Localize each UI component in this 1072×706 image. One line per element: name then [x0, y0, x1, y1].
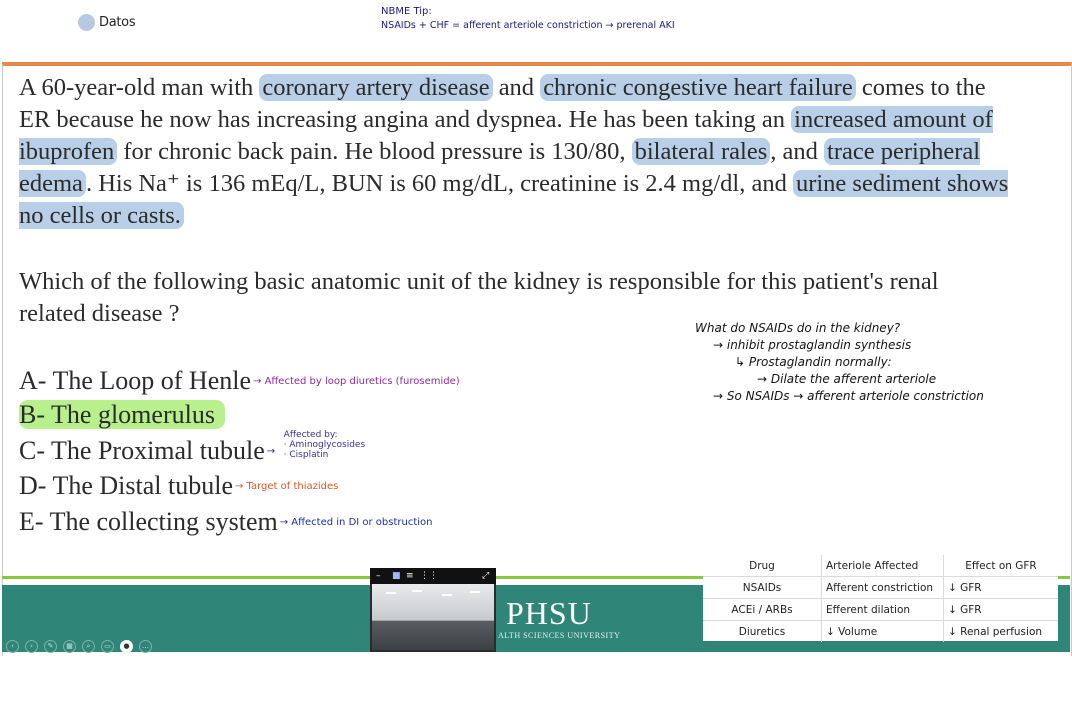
tip-title: NBME Tip:: [381, 6, 432, 17]
highlight-ibuprofen: increased amount of ibuprofen: [19, 106, 993, 165]
slide-controls: [6, 640, 152, 653]
stem-text: comes to the ER because he now has increasing angina and dyspnea. He has been taking an: [19, 74, 986, 133]
expand-icon[interactable]: ⤢: [482, 571, 490, 581]
prev-icon[interactable]: ‹: [6, 640, 19, 653]
handwritten-notes: [695, 320, 984, 405]
table-cell: ↓ GFR: [944, 577, 1059, 599]
stem-text: A 60-year-old man with: [19, 74, 254, 101]
answer-c[interactable]: [19, 430, 366, 466]
highlight-rales: bilateral rales: [632, 138, 771, 165]
more-icon[interactable]: …: [139, 640, 152, 653]
datos-label: Datos: [99, 15, 136, 30]
table-cell: Diuretics: [703, 621, 822, 643]
table-row: [703, 577, 1058, 599]
pen-icon[interactable]: ✎: [44, 640, 57, 653]
hand-line: ↳ Prostaglandin normally:: [735, 355, 892, 369]
annotation-proximal: [284, 430, 365, 460]
hand-line: → Dilate the afferent arteriole: [757, 372, 937, 386]
zoom-icon[interactable]: ⌕: [82, 640, 95, 653]
speaker-view-icon[interactable]: ■: [392, 571, 401, 581]
table-cell: Efferent dilation: [822, 599, 944, 621]
highlight-sediment: urine sediment shows no cells or casts.: [19, 170, 1009, 229]
ceiling-light: [386, 592, 396, 594]
annotation-collecting: → Affected in DI or obstruction: [279, 516, 433, 528]
answer-e[interactable]: [19, 505, 433, 537]
answer-text: B- The glomerulus: [19, 400, 225, 429]
annotation-distal: → Target of thiazides: [234, 480, 339, 492]
table-header: Effect on GFR: [944, 555, 1059, 577]
question-prompt: Which of the following basic anatomic unit of the kidney is responsible for this patient's renal related disease ?: [19, 268, 939, 327]
strip-view-icon[interactable]: ≡: [406, 571, 414, 581]
phsu-logo: PHSU: [506, 595, 592, 631]
arrow-glyph: →: [266, 445, 276, 457]
table-cell: ↓ Renal perfusion: [944, 621, 1059, 643]
annotation-line: · Cisplatin: [283, 450, 329, 460]
answer-a[interactable]: [19, 364, 460, 396]
answer-text: E- The collecting system: [19, 507, 278, 537]
table-header: Arteriole Affected: [822, 555, 944, 577]
table-header-row: [703, 555, 1058, 577]
gfr-table: [703, 555, 1058, 641]
highlight-cad: coronary artery disease: [259, 74, 492, 101]
answer-text: D- The Distal tubule: [19, 471, 233, 501]
hand-line: → So NSAIDs → afferent arteriole constriction: [713, 389, 984, 403]
table-header: Drug: [749, 559, 775, 572]
table-row: [703, 621, 1058, 643]
table-row: [703, 599, 1058, 621]
table-cell: NSAIDs: [703, 577, 822, 599]
drug-table: [703, 555, 1058, 642]
table-cell: ↓ Volume: [822, 621, 944, 643]
answer-text: A- The Loop of Henle: [19, 366, 252, 396]
video-toolbar: [370, 568, 496, 584]
stem-text: . His Na⁺ is 136 mEq/L, BUN is 60 mg/dL, creatinine is 2.4 mg/dl, and: [85, 170, 787, 197]
table-cell: ACEi / ARBs: [703, 599, 822, 621]
subtitle-icon[interactable]: ▭: [101, 640, 114, 653]
annotation-loop: → Affected by loop diuretics (furosemide): [253, 375, 460, 387]
highlight-chf: chronic congestive heart failure: [540, 74, 856, 101]
grid-view-icon[interactable]: ⋮⋮: [420, 571, 438, 581]
hand-line: What do NSAIDs do in the kidney?: [695, 321, 901, 335]
logo-subtitle: ALTH SCIENCES UNIVERSITY: [498, 631, 621, 640]
table-cell: Afferent constriction: [822, 577, 944, 599]
note-header: [0, 0, 1072, 64]
question-stem: [19, 72, 1019, 232]
minimize-icon[interactable]: –: [376, 571, 381, 581]
nbme-tip: [381, 5, 675, 33]
datos-tag[interactable]: [78, 14, 135, 31]
stem-text: for chronic back pain. He blood pressure is 130/80,: [123, 138, 626, 165]
tip-body: NSAIDs + CHF = afferent arteriole constriction → prerenal AKI: [381, 20, 675, 31]
ceiling-light: [442, 594, 452, 596]
stem-text: , and: [770, 138, 818, 165]
ceiling-light: [412, 590, 422, 592]
hand-line: → inhibit prostaglandin synthesis: [713, 338, 912, 352]
stem-text: and: [498, 74, 535, 101]
highlight-edema: trace peripheral edema: [19, 138, 981, 197]
answer-text: C- The Proximal tubule: [19, 436, 265, 466]
annotation-line: · Aminoglycosides: [283, 440, 366, 450]
annotation-line: Affected by:: [283, 430, 338, 440]
tag-dot-icon: [78, 14, 95, 31]
classroom-video: [372, 584, 494, 650]
camera-icon[interactable]: ●: [120, 640, 133, 653]
grid-icon[interactable]: ▦: [63, 640, 76, 653]
table-cell: ↓ GFR: [944, 599, 1059, 621]
next-icon[interactable]: ›: [25, 640, 38, 653]
video-thumbnail[interactable]: [370, 568, 496, 652]
ceiling-light: [470, 591, 480, 593]
answer-d[interactable]: [19, 469, 338, 501]
answer-b[interactable]: [19, 398, 225, 430]
